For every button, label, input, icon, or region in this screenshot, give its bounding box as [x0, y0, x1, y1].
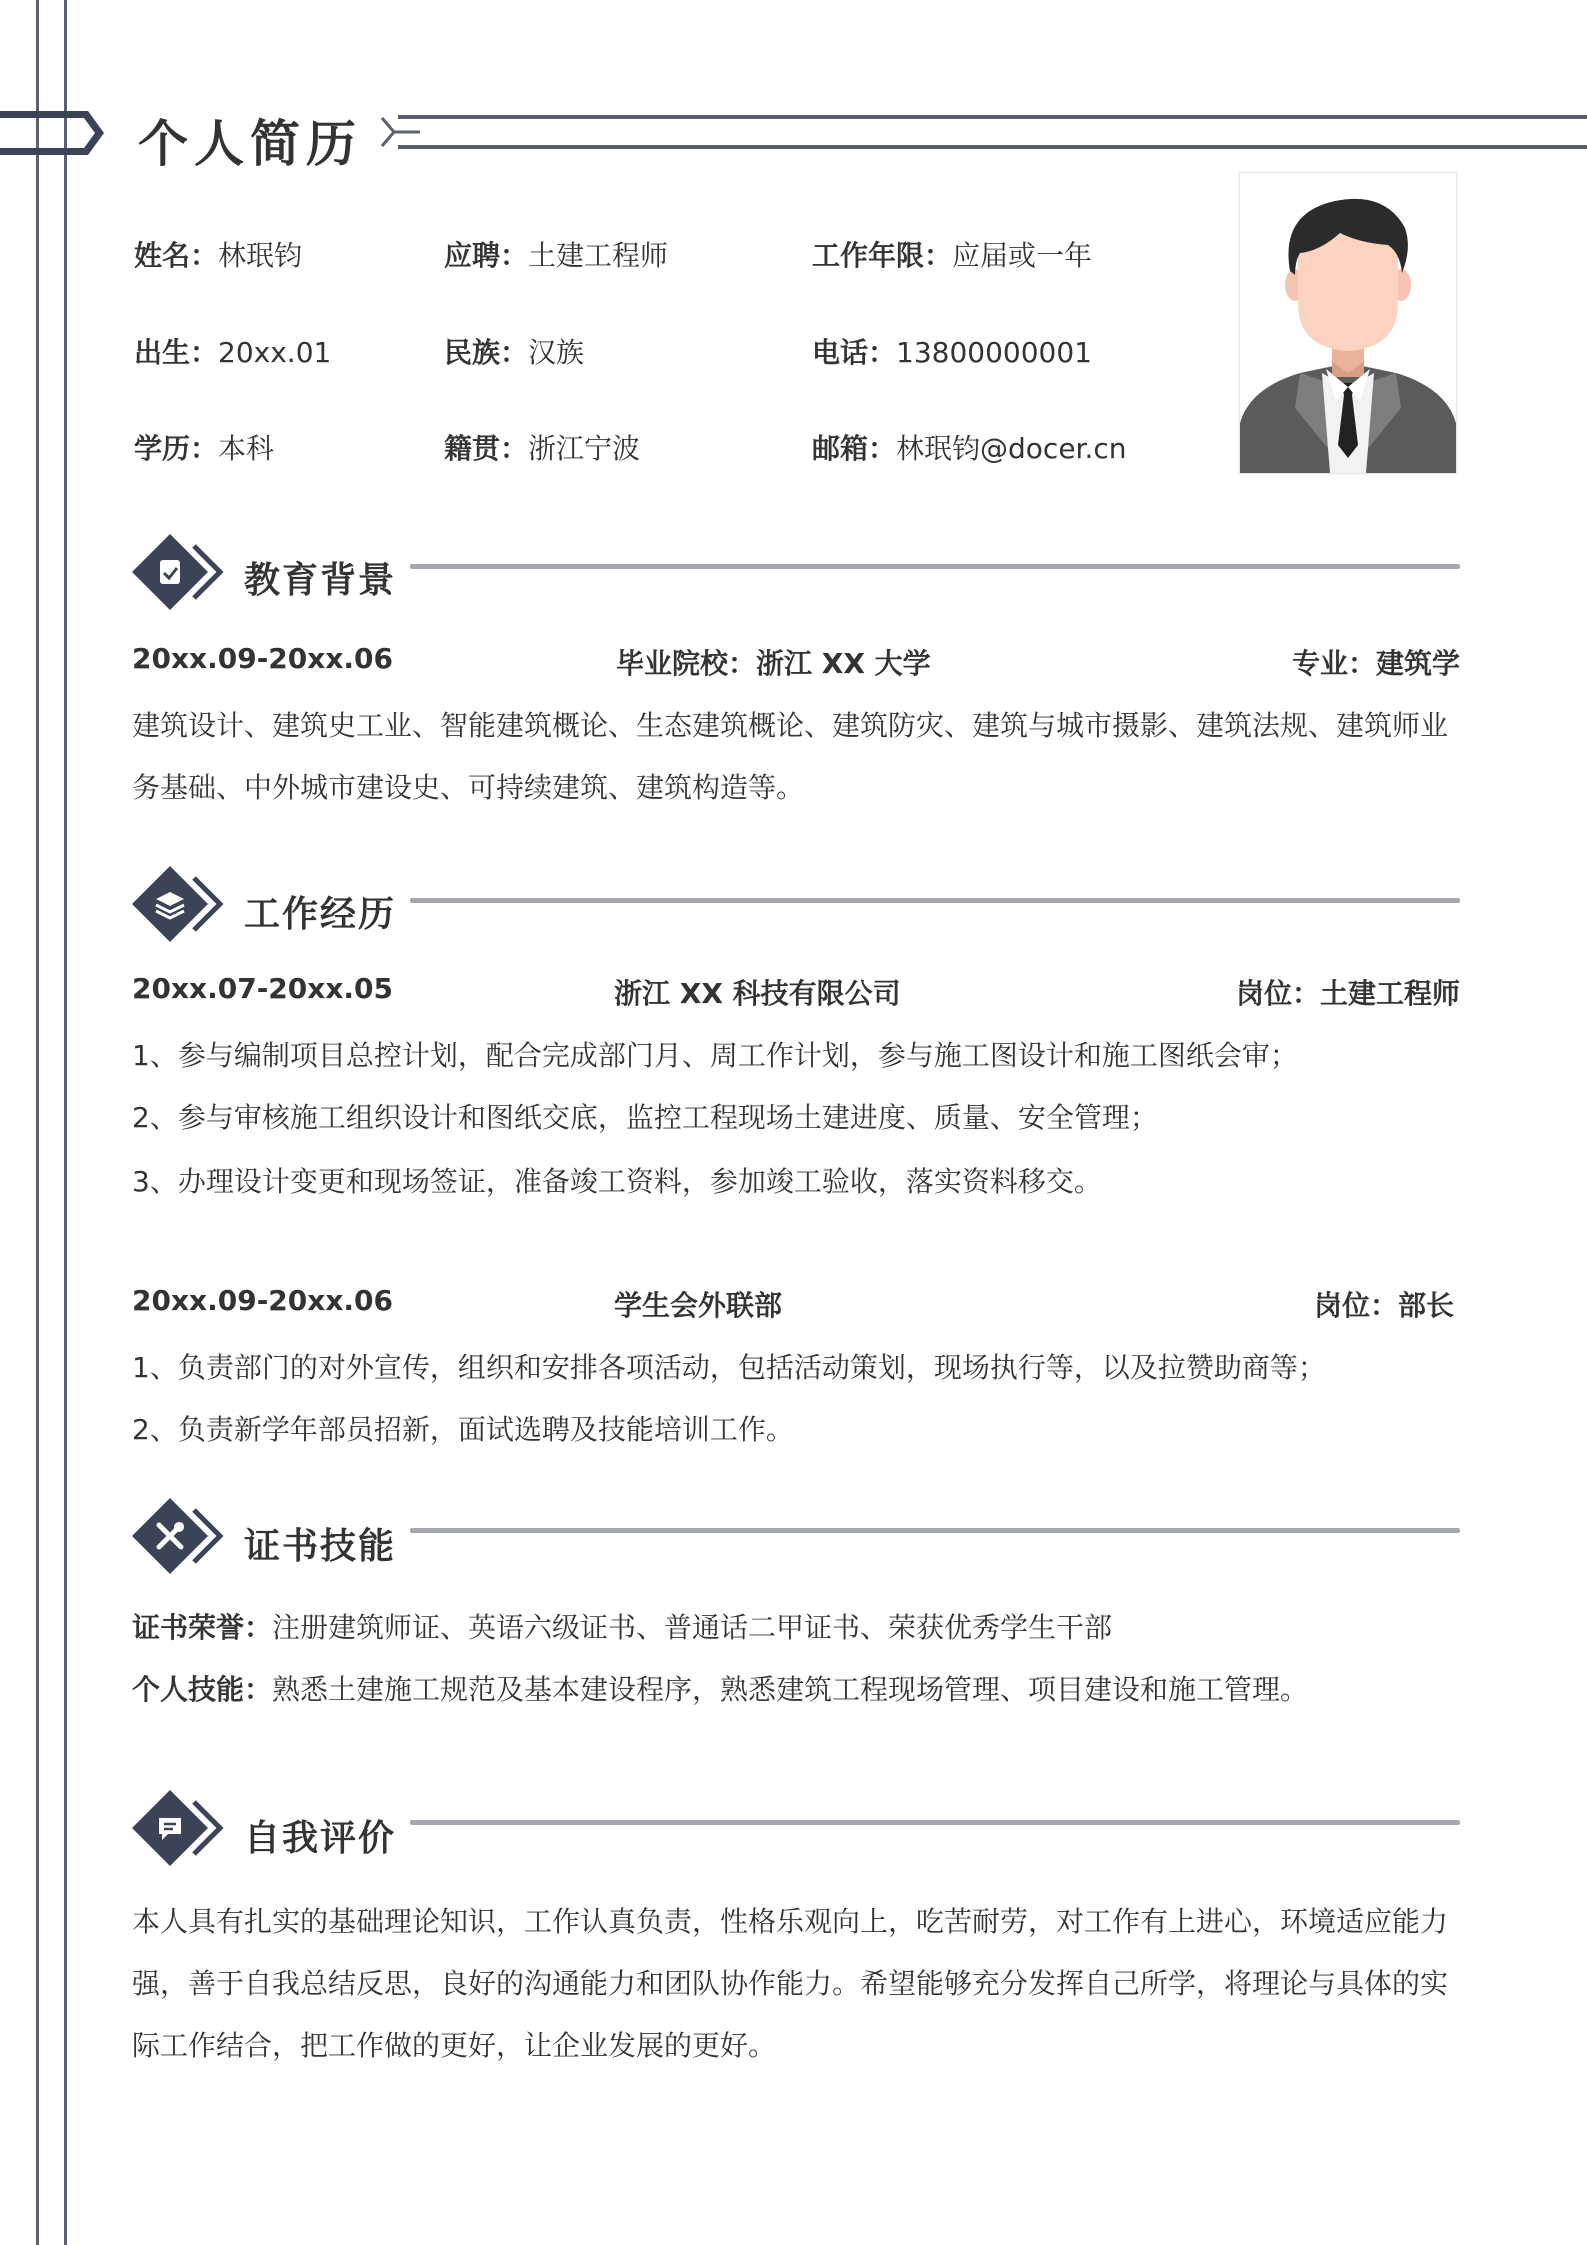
- page-title: 个人简历: [138, 115, 362, 173]
- work-org: 浙江 XX 科技有限公司: [614, 977, 901, 1010]
- education-row: [132, 642, 1460, 682]
- info-phone: 电话：13800000001: [812, 336, 1092, 369]
- info-name: 姓名：林珉钧: [134, 239, 303, 272]
- section-title-self: 自我评价: [244, 1818, 397, 1859]
- tools-icon: [132, 1496, 228, 1576]
- education-courses-line: 务基础、中外城市建设史、可持续建筑、建筑构造等。: [132, 771, 805, 804]
- left-rail-outer: [36, 0, 39, 2245]
- info-hometown: 籍贯：浙江宁波: [444, 432, 641, 465]
- certificate-icon: [132, 532, 228, 612]
- self-evaluation-line: 强，善于自我总结反思，良好的沟通能力和团队协作能力。希望能够充分发挥自己所学，将理论与具体的实: [132, 1967, 1449, 2000]
- work-role: 岗位：土建工程师: [1235, 977, 1460, 1010]
- work-duty-item: 1、负责部门的对外宣传，组织和安排各项活动，包括活动策划，现场执行等，以及拉赞助商等；: [132, 1351, 1326, 1384]
- work-org: 学生会外联部: [614, 1289, 783, 1322]
- avatar-icon: [1240, 173, 1456, 473]
- work-duty-item: 2、负责新学年部员招新，面试选聘及技能培训工作。: [132, 1413, 794, 1446]
- self-evaluation-line: 际工作结合，把工作做的更好，让企业发展的更好。: [132, 2029, 777, 2062]
- work-row: [132, 1284, 1454, 1324]
- info-years: 工作年限：应届或一年: [812, 239, 1093, 272]
- left-rail-inner: [64, 0, 67, 2245]
- message-icon: [132, 1788, 228, 1868]
- header-divider-icon: [380, 110, 1587, 154]
- section-title-education: 教育背景: [244, 560, 397, 601]
- section-title-skills: 证书技能: [244, 1526, 397, 1567]
- info-birth: 出生：20xx.01: [134, 336, 332, 369]
- section-divider: [410, 1820, 1460, 1825]
- education-courses-line: 建筑设计、建筑史工业、智能建筑概论、生态建筑概论、建筑防灾、建筑与城市摄影、建筑法规、建筑师业: [132, 709, 1449, 742]
- work-duty-item: 3、办理设计变更和现场签证，准备竣工资料，参加竣工验收，落实资料移交。: [132, 1165, 1102, 1198]
- work-period: 20xx.07-20xx.05: [132, 972, 393, 1005]
- header-arrow-icon: [0, 108, 108, 158]
- info-ethnicity: 民族：汉族: [444, 336, 585, 369]
- education-major: 专业：建筑学: [1291, 647, 1460, 680]
- work-duty-item: 2、参与审核施工组织设计和图纸交底，监控工程现场土建进度、质量、安全管理；: [132, 1101, 1158, 1134]
- info-email: 邮箱：林珉钧@docer.cn: [812, 432, 1127, 465]
- info-education: 学历：本科: [134, 432, 275, 465]
- layers-icon: [132, 864, 228, 944]
- avatar: [1239, 172, 1457, 474]
- skills-line: 个人技能：熟悉土建施工规范及基本建设程序，熟悉建筑工程现场管理、项目建设和施工管理。: [132, 1673, 1309, 1706]
- work-row: [132, 972, 1460, 1012]
- work-duty-item: 1、参与编制项目总控计划，配合完成部门月、周工作计划，参与施工图设计和施工图纸会审；: [132, 1039, 1298, 1072]
- info-position: 应聘：土建工程师: [444, 239, 669, 272]
- work-period: 20xx.09-20xx.06: [132, 1284, 393, 1317]
- self-evaluation-line: 本人具有扎实的基础理论知识，工作认真负责，性格乐观向上，吃苦耐劳，对工作有上进心，环境适应能力: [132, 1905, 1449, 1938]
- education-school: 毕业院校：浙江 XX 大学: [616, 647, 931, 680]
- section-divider: [410, 564, 1460, 569]
- section-divider: [410, 1528, 1460, 1533]
- work-role: 岗位：部长: [1313, 1289, 1454, 1322]
- education-period: 20xx.09-20xx.06: [132, 642, 393, 675]
- section-title-work: 工作经历: [244, 894, 397, 935]
- certificates-line: 证书荣誉：注册建筑师证、英语六级证书、普通话二甲证书、荣获优秀学生干部: [132, 1611, 1113, 1644]
- section-divider: [410, 898, 1460, 903]
